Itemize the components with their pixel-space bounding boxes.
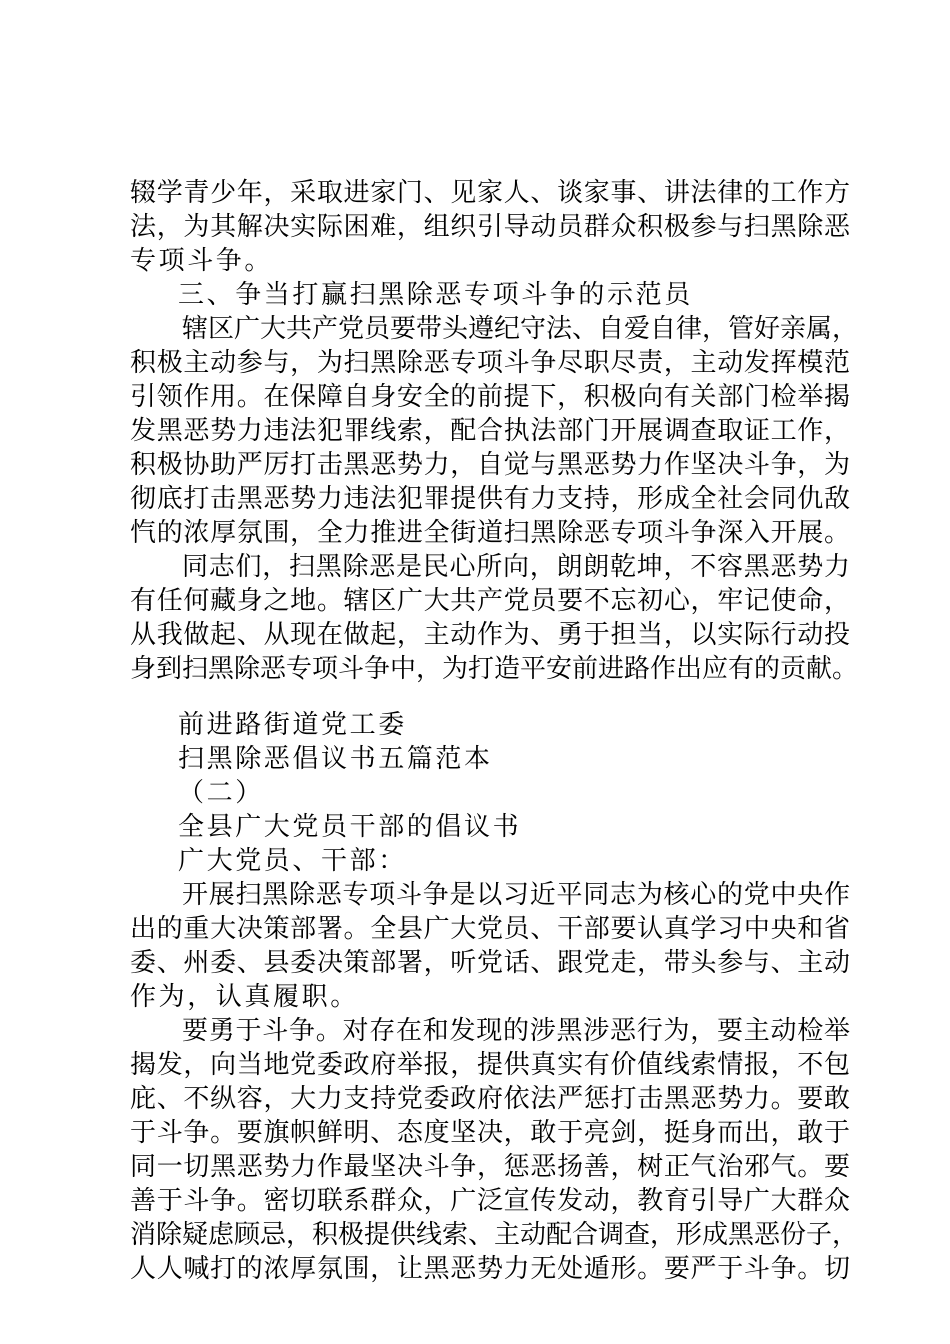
text-line: 委、州委、县委决策部署，听党话、跟党走，带头参与、主动: [130, 948, 850, 978]
section-number: （二）: [178, 778, 264, 808]
section-heading: 三、争当打赢扫黑除恶专项斗争的示范员: [178, 280, 693, 310]
text-line: 发黑恶势力违法犯罪线索，配合执法部门开展调查取证工作，: [130, 416, 850, 446]
text-line: 辖区广大共产党员要带头遵纪守法、自爱自律，管好亲属，: [182, 314, 859, 344]
document-title: 扫黑除恶倡议书五篇范本: [178, 744, 493, 774]
text-line: 从我做起、从现在做起，主动作为、勇于担当，以实际行动投: [130, 620, 850, 650]
text-line: 有任何藏身之地。辖区广大共产党员要不忘初心，牢记使命，: [130, 586, 850, 616]
signature-line: 前进路街道党工委: [178, 710, 407, 740]
text-line: 消除疑虑顾忌，积极提供线索、主动配合调查，形成黑恶份子，: [130, 1220, 859, 1250]
text-line: 法，为其解决实际困难，组织引导动员群众积极参与扫黑除恶: [130, 212, 850, 242]
text-line: 庇、不纵容，大力支持党委政府依法严惩打击黑恶势力。要敢: [130, 1084, 850, 1114]
text-line: 引领作用。在保障自身安全的前提下，积极向有关部门检举揭: [130, 382, 850, 412]
text-line: 专项斗争。: [130, 246, 274, 276]
text-line: 忾的浓厚氛围，全力推进全街道扫黑除恶专项斗争深入开展。: [130, 518, 850, 548]
text-line: 同一切黑恶势力作最坚决斗争，惩恶扬善，树正气治邪气。要: [130, 1152, 850, 1182]
text-line: 揭发，向当地党委政府举报，提供真实有价值线索情报，不包: [130, 1050, 850, 1080]
text-line: 身到扫黑除恶专项斗争中，为打造平安前进路作出应有的贡献。: [130, 654, 859, 684]
text-line: 同志们，扫黑除恶是民心所向，朗朗乾坤，不容黑恶势力: [182, 552, 850, 582]
text-line: 要勇于斗争。对存在和发现的涉黑涉恶行为，要主动检举: [182, 1016, 850, 1046]
section-title: 全县广大党员干部的倡议书: [178, 812, 522, 842]
text-line: 出的重大决策部署。全县广大党员、干部要认真学习中央和省: [130, 914, 850, 944]
text-line: 积极协助严厉打击黑恶势力，自觉与黑恶势力作坚决斗争，为: [130, 450, 850, 480]
text-line: 积极主动参与，为扫黑除恶专项斗争尽职尽责，主动发挥模范: [130, 348, 850, 378]
text-line: 于斗争。要旗帜鲜明、态度坚决，敢于亮剑，挺身而出，敢于: [130, 1118, 850, 1148]
text-line: 开展扫黑除恶专项斗争是以习近平同志为核心的党中央作: [182, 880, 850, 910]
text-line: 辍学青少年，采取进家门、见家人、谈家事、讲法律的工作方: [130, 178, 850, 208]
text-line: 彻底打击黑恶势力违法犯罪提供有力支持，形成全社会同仇敌: [130, 484, 850, 514]
text-line: 善于斗争。密切联系群众，广泛宣传发动，教育引导广大群众: [130, 1186, 850, 1216]
text-line: 人人喊打的浓厚氛围，让黑恶势力无处遁形。要严于斗争。切: [130, 1254, 850, 1284]
salutation: 广大党员、干部：: [178, 846, 407, 876]
text-line: 作为，认真履职。: [130, 982, 359, 1012]
